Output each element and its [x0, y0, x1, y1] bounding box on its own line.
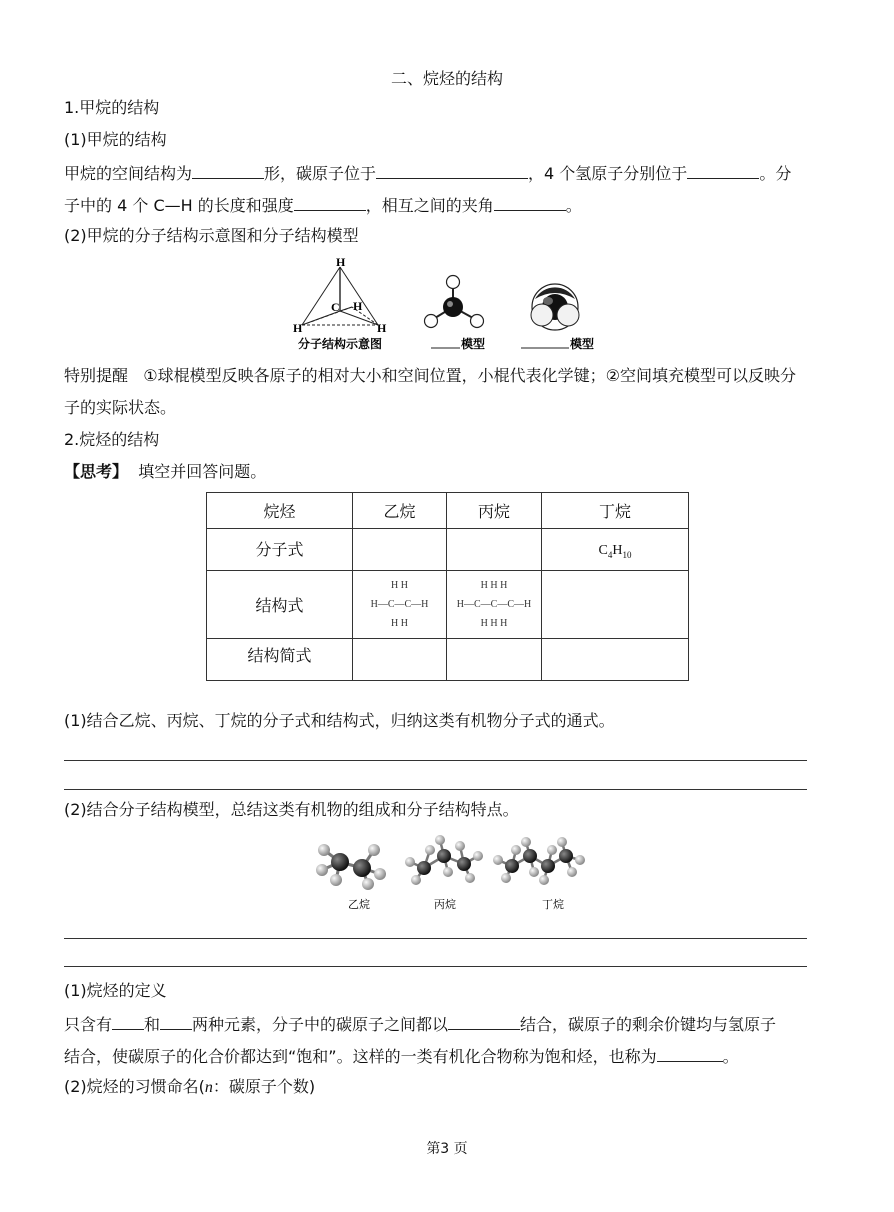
text-segment: ，4 个氢原子分别位于 — [528, 164, 688, 183]
formula-subscript: 4 — [607, 549, 613, 560]
table-header: 乙烷 — [353, 493, 447, 529]
answer-blank[interactable] — [192, 162, 264, 179]
answer-blank[interactable] — [112, 1013, 144, 1030]
propane-structural-formula — [447, 571, 542, 639]
caption-butane: 丁烷 — [542, 899, 564, 911]
definition-line-1 — [64, 1013, 776, 1035]
answer-blank[interactable] — [687, 162, 759, 179]
question-1: (1)结合乙烷、丙烷、丁烷的分子式和结构式，归纳这类有机物分子式的通式。 — [64, 711, 615, 730]
definition-line-2 — [64, 1045, 739, 1067]
caption-propane: 丙烷 — [434, 899, 456, 911]
struct-line: H H H — [480, 618, 508, 629]
think-label: 【思考】 — [64, 462, 129, 481]
table-header: 烷烃 — [207, 493, 353, 529]
struct-line: H—C—C—C—H — [456, 599, 532, 610]
text-segment: 结合，使碳原子的化合价都达到“饱和”。这样的一类有机化合物称为饱和烃，也称为 — [64, 1047, 657, 1066]
struct-line: H—C—C—H — [370, 599, 429, 610]
ethane-structural-formula — [353, 571, 447, 639]
table-row — [207, 571, 689, 639]
text-segment: 甲烷的空间结构为 — [64, 164, 193, 183]
answer-blank[interactable] — [494, 194, 566, 211]
struct-block — [447, 579, 541, 630]
formula-subscript: 10 — [622, 549, 632, 560]
caption-model-2: 模型 — [570, 337, 595, 351]
heading-common-naming — [64, 1077, 315, 1098]
section-title: 二、烷烃的结构 — [390, 69, 503, 88]
special-note-label: 特别提醒 — [64, 366, 129, 385]
formula-symbol: H — [612, 543, 623, 559]
butane-formula — [542, 529, 689, 571]
table-cell-empty[interactable] — [447, 529, 542, 571]
heading-alkane-definition: (1)烷烃的定义 — [64, 981, 167, 1000]
subheading-methane-models: (2)甲烷的分子结构示意图和分子结构模型 — [64, 226, 359, 245]
answer-line[interactable] — [64, 789, 807, 790]
think-text: 填空并回答问题。 — [138, 462, 267, 481]
struct-line: H H H — [480, 580, 508, 591]
answer-blank[interactable] — [160, 1013, 192, 1030]
formula-c — [599, 543, 632, 558]
table-header-row — [207, 493, 689, 529]
answer-blank[interactable] — [657, 1045, 723, 1062]
special-note-text: ①球棍模型反映各原子的相对大小和空间位置，小棍代表化学键；②空间填充模型可以反映分 — [143, 366, 796, 385]
text-segment: 子中的 4 个 C—H 的长度和强度 — [64, 196, 294, 215]
text-segment: 。 — [722, 1047, 739, 1066]
fill-line-2 — [64, 194, 582, 216]
text-segment: 。 — [565, 196, 582, 215]
caption-model-1: 模型 — [461, 337, 486, 351]
heading-alkane-structure: 2.烷烃的结构 — [64, 430, 160, 449]
row-label: 结构简式 — [207, 639, 353, 681]
text-segment: ，相互之间的夹角 — [365, 196, 494, 215]
row-label: 结构式 — [207, 571, 353, 639]
space-filling-model — [531, 284, 579, 330]
ball-stick-model — [425, 276, 484, 328]
atom-label-h-left: H — [293, 321, 303, 335]
question-2: (2)结合分子结构模型，总结这类有机物的组成和分子结构特点。 — [64, 800, 519, 819]
caption-ethane: 乙烷 — [348, 899, 370, 911]
special-note-line-1 — [64, 366, 796, 386]
answer-blank[interactable] — [448, 1013, 520, 1030]
text-segment: 两种元素，分子中的碳原子之间都以 — [192, 1015, 449, 1034]
heading-methane-structure: 1.甲烷的结构 — [64, 98, 160, 117]
subheading-methane-structure: (1)甲烷的结构 — [64, 130, 167, 149]
butane-model — [493, 837, 585, 885]
table-header: 丁烷 — [542, 493, 689, 529]
text-segment: 结合，碳原子的剩余价键均与氢原子 — [520, 1015, 777, 1034]
variable-n: n — [204, 1079, 213, 1096]
struct-line: H H — [391, 580, 408, 591]
text-segment: ：碳原子个数) — [212, 1077, 316, 1096]
row-label: 分子式 — [207, 529, 353, 571]
table-header: 丙烷 — [447, 493, 542, 529]
caption-schematic: 分子结构示意图 — [298, 337, 383, 351]
text-segment: (2)烷烃的习惯命名( — [64, 1077, 205, 1096]
table-row — [207, 639, 689, 681]
struct-block — [353, 579, 446, 630]
ethane-model — [316, 844, 386, 890]
atom-label-c: C — [331, 300, 340, 314]
table-cell-empty[interactable] — [353, 529, 447, 571]
table-cell-empty[interactable] — [353, 639, 447, 681]
text-segment: 形，碳原子位于 — [264, 164, 377, 183]
special-note-line-2: 子的实际状态。 — [64, 398, 177, 417]
table-row — [207, 529, 689, 571]
answer-line[interactable] — [64, 760, 807, 761]
tetrahedron-diagram — [293, 255, 387, 335]
atom-label-h-top: H — [336, 255, 346, 269]
atom-label-h-back: H — [353, 299, 363, 313]
text-segment: 只含有 — [64, 1015, 113, 1034]
atom-label-h-right: H — [377, 321, 387, 335]
alkane-table — [206, 492, 689, 681]
propane-model — [405, 835, 483, 885]
text-segment: 和 — [144, 1015, 161, 1034]
struct-line: H H — [391, 618, 408, 629]
table-cell-empty[interactable] — [542, 571, 689, 639]
table-cell-empty[interactable] — [542, 639, 689, 681]
answer-line[interactable] — [64, 938, 807, 939]
page-number: 第3 页 — [426, 1141, 468, 1157]
alkane-models-figure — [300, 832, 600, 914]
think-prompt — [64, 462, 266, 482]
text-segment: 。分 — [759, 164, 792, 183]
fill-line-1 — [64, 162, 791, 184]
methane-figure — [280, 255, 620, 355]
table-cell-empty[interactable] — [447, 639, 542, 681]
formula-symbol: C — [598, 543, 608, 559]
answer-line[interactable] — [64, 966, 807, 967]
answer-blank[interactable] — [294, 194, 366, 211]
answer-blank[interactable] — [376, 162, 528, 179]
